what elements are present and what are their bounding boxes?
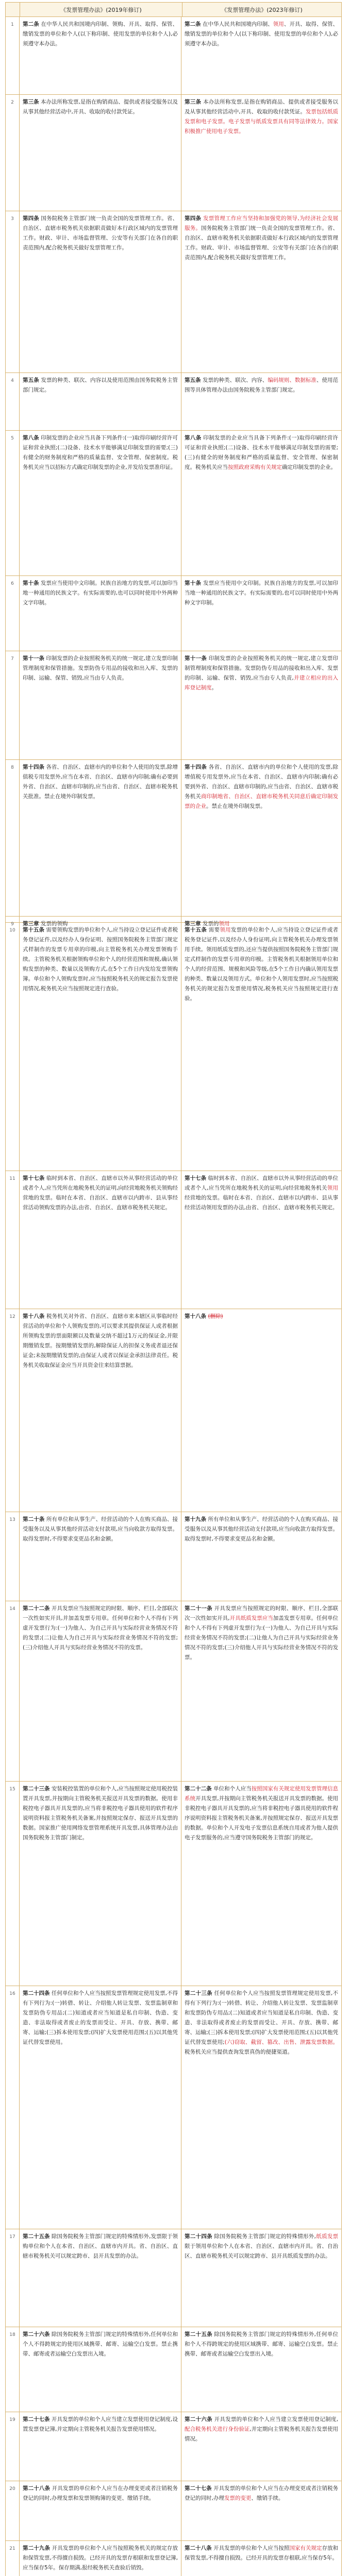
revised-text: 开具纸质发票应当 <box>229 1615 273 1621</box>
old-article-text: 发票应当使用中文印制。民族自治地方的发票,可以加印当地一种通用的民族文字。有实际需要的,也可以同时使用中外两种文字印制。 <box>23 580 178 606</box>
new-article-number: 第二十三条 <box>185 1990 212 1996</box>
row-number: 5 <box>6 431 20 575</box>
old-article-cell <box>20 651 181 759</box>
old-article-number: 第二十三条 <box>23 1786 50 1792</box>
new-article-number: 第五条 <box>185 377 201 383</box>
old-article-text: 开具发票的单位和个人应当建立发票使用登记制度,设置发票登记簿,并定期向主管税务机关报告发票使用情况。 <box>23 2416 178 2432</box>
new-article-text: 单位和个人应当按照国家有关规定使用发票管理信息系统开具发票,并按期向主管税务机关报送开具发票的数据。使用非税控电子器具开具发票的,应当将非税控电子器具使用的软件程序说明资料报主管税务机关备案,并按照规定保存、报送开具发票的数据。单位和个人开发电子发票信息系统自用或者为他人提供电子发票服务的,应当遵守国务院税务主管部门的规定。 <box>185 1786 339 1841</box>
new-article-number: 第四条 <box>185 215 202 222</box>
old-article-text: 在中华人民共和国境内印制、领购、开具、取得、保管、缴销发票的单位和个人(以下称印制、使用发票的单位和个人),必须遵守本办法。 <box>23 21 178 47</box>
new-article-number: 第二十二条 <box>185 1786 212 1792</box>
row-number: 3 <box>6 211 20 372</box>
new-article-text: 开具发票的单位和个人应当建立发票使用登记制度,配合税务机关进行身份验证,并定期向主管税务机关报告发票使用情况。 <box>185 2416 339 2442</box>
old-article-text: 所有单位和从事生产、经营活动的个人在购买商品、接受服务以及从事其他经营活动支付款项,应当向收款方取得发票。取得发票时,不得要求变更品名和金额。 <box>23 1516 178 1542</box>
old-article-cell <box>20 2481 181 2540</box>
new-article-cell <box>181 2327 341 2412</box>
table-row <box>6 1986 341 2229</box>
revised-text: 发票的变更 <box>224 2495 252 2501</box>
new-article-text: 发票管理工作应当坚持和加强党的领导,为经济社会发展服务。国务院税务主管部门统一负责全国的发票管理工作。省、自治区、直辖市税务机关依据职责做好本行政区域内的发票管理工作。财政、审计、市场监督管理、公安等有关部门在各自的职责范围内,配合税务机关做好发票管理工作。 <box>185 215 339 261</box>
revised-text: 领用 <box>220 927 231 933</box>
new-article-text: 各省、自治区、直辖市内的单位和个人使用的发票,除增值税专用发票外,应当在本省、自治区、直辖市内印制;确有必要到外省、自治区、直辖市印制的,应当由省、自治区、直辖市税务机关商印制地省、自治区、直辖市税务机关同意后确定印制发票的企业。禁止在境外印制发票。 <box>185 764 339 809</box>
new-article-number: 第二十八条 <box>185 2545 212 2551</box>
new-article-number: 第三章 <box>185 921 201 927</box>
new-article-text: 所有单位和从事生产、经营活动的个人在购买商品、接受服务以及从事其他经营活动支付款项,应当向收款方取得发票。取得发票时,不得要求变更品名和金额。 <box>185 1516 339 1542</box>
new-article-cell <box>181 1512 341 1601</box>
old-article-text: 除国务院税务主管部门规定的特殊情形外,发票限于领购单位和个人在本省、自治区、直辖市内开具。省、自治区、直辖市税务机关可以规定跨市、县开具发票的办法。 <box>23 2233 178 2259</box>
new-article-cell <box>181 923 341 1171</box>
old-article-number: 第二条 <box>23 21 39 27</box>
revised-text: 发票管理工作应当坚持和加强党的领导,为经济社会发展服务。 <box>185 215 339 231</box>
old-article-number: 第二十七条 <box>23 2416 50 2422</box>
old-article-text: 发票的领购 <box>40 921 68 927</box>
row-number: 11 <box>6 1171 20 1309</box>
old-article-number: 第十八条 <box>23 1313 45 1319</box>
old-article-cell <box>20 760 181 916</box>
old-article-number: 第四条 <box>23 215 39 222</box>
revised-text: 配合税务机关进行身份验证 <box>185 2426 250 2432</box>
new-article-cell <box>181 760 341 916</box>
revised-text: 发票包括纸质发票和电子发票。电子发票与纸质发票具有同等法律效力。国家积极推广使用电子发票。 <box>185 109 339 134</box>
new-article-cell <box>181 2541 341 2576</box>
new-article-cell <box>181 576 341 651</box>
table-row <box>6 2481 341 2541</box>
old-article-cell <box>20 431 181 575</box>
new-article-number: 第三条 <box>185 99 202 105</box>
old-article-text: 开具发票的单位和个人应当在办理变更或者注销税务登记的同时,办理发票和发票领购簿的变更、缴销手续。 <box>23 2485 178 2501</box>
old-article-cell <box>20 1782 181 1986</box>
old-article-cell <box>20 17 181 94</box>
new-article-number: 第十九条 <box>185 1516 207 1522</box>
old-article-text: 任何单位和个人应当按照发票管理规定使用发票,不得有下列行为:(一)转借、转让、介绍他人转让发票、发票监制章和发票防伪专用品;(二)知道或者应当知道是私自印制、伪造、变造、非法取得或者废止的发票而受让、开具、存放、携带、邮寄、运输;(三)拆本使用发票;(四)扩大发票使用范围;(五)以其他凭证代替发票使用。 <box>23 1990 178 2045</box>
revised-text: 国家有关规定 <box>289 2545 322 2551</box>
new-article-cell <box>181 431 341 575</box>
old-article-number: 第十七条 <box>23 1175 45 1181</box>
row-number: 7 <box>6 651 20 759</box>
new-article-cell <box>181 1782 341 1986</box>
new-article-number: 第八条 <box>185 435 202 441</box>
old-article-cell <box>20 1986 181 2229</box>
table-body <box>6 17 341 2576</box>
table-row <box>6 1782 341 1986</box>
old-article-number: 第三条 <box>23 99 39 105</box>
new-article-text: 在中华人民共和国境内印制、领用、开具、取得、保管、缴销发票的单位和个人(以下称印制、使用发票的单位和个人),必须遵守本办法。 <box>185 21 339 47</box>
table-row <box>6 373 341 431</box>
new-article-cell <box>181 1601 341 1781</box>
old-article-number: 第三章 <box>23 921 39 927</box>
old-article-number: 第十条 <box>23 580 39 586</box>
old-article-number: 第二十二条 <box>23 1605 50 1612</box>
row-number: 1 <box>6 17 20 94</box>
row-number: 14 <box>6 1601 20 1781</box>
table-row <box>6 431 341 576</box>
new-article-number: 第二十一条 <box>185 1605 212 1612</box>
new-article-text: 发票应当使用中文印制。民族自治地方的发票,可以加印当地一种通用的民族文字。有实际需要的,也可以同时使用中外两种文字印制。 <box>185 580 339 606</box>
table-row <box>6 2229 341 2327</box>
new-article-text: 发票的领用 <box>202 921 230 927</box>
new-article-cell <box>181 95 341 211</box>
table-row <box>6 760 341 917</box>
table-row <box>6 923 341 1171</box>
table-row <box>6 1601 341 1782</box>
new-article-text: 印制发票的企业按照税务机关的统一规定,建立发票印制管理制度和保管措施。发票防伪专用品的接收和出入库、发票的印制、运输、保管、销毁,应当由专人负责,并建立相应的出入库登记制度。 <box>185 655 339 691</box>
new-article-number: 第十一条 <box>185 655 207 662</box>
old-article-cell <box>20 1309 181 1512</box>
new-article-text: 开具发票应当按照规定的时限、顺序、栏目,全部联次一次性如实开具,开具纸质发票应当加盖发票专用章。任何单位和个人不得有下列虚开发票行为:(一)为他人、为自己开具与实际经营业务情况不符的发票;(二)让他人为自己开具与实际经营业务情况不符的发票;(三)介绍他人开具与实际经营业务情况不符的发票。 <box>185 1605 339 1660</box>
row-number: 17 <box>6 2229 20 2327</box>
new-article-cell <box>181 917 341 927</box>
revised-text: 纸质发票 <box>315 2233 339 2240</box>
table-row <box>6 651 341 760</box>
table-row <box>6 17 341 95</box>
new-article-text: 任何单位和个人应当按照发票管理规定使用发票,不得有下列行为:(一)转借、转让、介绍他人转让发票、发票监制章和发票防伪专用品;(二)知道或者应当知道是私自印制、伪造、变造、非法取得或者废止的发票而受让、开具、存放、携带、邮寄、运输;(三)拆本使用发票;(四)扩大发票使用范围;(五)以其他凭证代替发票使用;(六)窃取、截留、篡改、出售、泄露发票数据。税务机关应当提供查询发票真伪的便捷渠道。 <box>185 1990 339 2055</box>
old-article-number: 第二十九条 <box>23 2545 51 2551</box>
new-article-text: (删除) <box>208 1313 223 1319</box>
new-article-number: 第十条 <box>185 580 202 586</box>
row-number: 19 <box>6 2412 20 2481</box>
row-number: 13 <box>6 1512 20 1601</box>
table-row <box>6 2327 341 2412</box>
revised-text: 领用 <box>273 21 284 27</box>
new-article-number: 第十八条 <box>185 1313 206 1319</box>
row-number: 18 <box>6 2327 20 2412</box>
old-article-text: 国务院税务主管部门统一负责全国的发票管理工作。省、自治区、直辖市税务机关依据职责做好本行政区域内的发票管理工作。财政、审计、市场监督管理、公安等有关部门在各自的职责范围内,配合税务机关做好发票管理工作。 <box>23 215 178 251</box>
old-article-text: 印制发票的企业按照税务机关的统一规定,建立发票印制管理制度和保管措施。发票防伪专用品的接收和出入库、发票的印制、运输、保管、销毁,应当由专人负责。 <box>23 655 178 681</box>
old-article-cell <box>20 373 181 430</box>
table-row <box>6 211 341 373</box>
new-article-cell <box>181 1171 341 1309</box>
table-row <box>6 2541 341 2576</box>
row-number: 2 <box>6 95 20 211</box>
old-article-cell <box>20 2412 181 2481</box>
row-number: 20 <box>6 2481 20 2540</box>
table-row <box>6 2412 341 2481</box>
revised-text: (六)窃取、截留、篡改、出售、泄露发票数据。 <box>224 2039 338 2045</box>
old-article-number: 第十四条 <box>23 764 45 770</box>
old-article-cell <box>20 95 181 211</box>
new-article-number: 第十五条 <box>185 927 207 933</box>
old-article-number: 第二十四条 <box>23 1990 50 1996</box>
header-num-cell <box>6 3 20 16</box>
new-article-cell <box>181 2229 341 2327</box>
row-number: 15 <box>6 1782 20 1986</box>
new-article-cell <box>181 651 341 759</box>
header-new-version: 《发票管理办法》(2023年修订) <box>221 6 303 13</box>
table-header <box>6 3 341 17</box>
revised-text: 领用 <box>219 921 230 927</box>
new-article-number: 第二十四条 <box>185 2233 212 2240</box>
revised-text: 按照国家有关规定使用发票管理信息系统 <box>185 1786 339 1802</box>
new-article-number: 第二条 <box>185 21 201 27</box>
old-article-cell <box>20 917 181 927</box>
row-number: 4 <box>6 373 20 430</box>
new-article-cell <box>181 373 341 430</box>
old-article-number: 第十一条 <box>23 655 45 662</box>
old-article-number: 第二十条 <box>23 1516 45 1522</box>
comparison-table <box>5 2 342 2576</box>
row-number: 21 <box>6 2541 20 2576</box>
new-article-cell <box>181 1986 341 2229</box>
old-article-number: 第二十五条 <box>23 2233 50 2240</box>
old-article-text: 临时到本省、自治区、直辖市以外从事经营活动的单位或者个人,应当凭所在地税务机关的证明,向经营地税务机关领购经营地的发票。临时在本省、自治区、直辖市以内跨市、县从事经营活动领购发票的办法,由省、自治区、直辖市税务机关规定。 <box>23 1175 178 1211</box>
revised-text: 领用 <box>327 1185 338 1191</box>
table-row <box>6 1309 341 1512</box>
new-article-text: 发票的种类、联次、内容、编码规则、数据标准、使用范围等具体管理办法由国务院税务主管部门规定。 <box>185 377 339 393</box>
row-number: 6 <box>6 576 20 651</box>
new-article-cell <box>181 17 341 94</box>
new-article-cell <box>181 211 341 372</box>
new-article-text: 印制发票的企业应当具备下列条件:(一)取得印刷经营许可证和营业执照;(二)设备、技术水平能够满足印制发票的需要;(三)有健全的财务制度和严格的质量监督、安全管理、保密制度。税务机关应当按照政府采购有关规定确定印制发票的企业。 <box>185 435 339 470</box>
row-number: 8 <box>6 760 20 916</box>
old-article-text: 税务机关对外省、自治区、直辖市来本辖区从事临时经营活动的单位和个人领购发票的,可以要求其提供保证人或者根据所领购发票的票面限额以及数量交纳不超过1万元的保证金,并限期缴销发票。按期缴销发票的,解除保证人的担保义务或者退还保证金;未按期缴销发票的,由保证人或者以保证金承担法律责任。税务机关收取保证金应当开具资金往来结算票据。 <box>23 1313 178 1368</box>
old-article-cell <box>20 1512 181 1601</box>
old-article-text: 安装税控装置的单位和个人,应当按照规定使用税控装置开具发票,并按期向主管税务机关报送开具发票的数据。使用非税控电子器具开具发票的,应当将非税控电子器具使用的软件程序说明资料报主管税务机关备案,并按照规定保存、报送开具发票的数据。国家推广使用网络发票管理系统开具发票,具体管理办法由国务院税务主管部门制定。 <box>23 1786 178 1841</box>
revised-text: 商印制地省、自治区、直辖市税务机关同意后确定印制发票的企业 <box>185 793 339 809</box>
new-article-number: 第十四条 <box>185 764 207 770</box>
new-article-text: 本办法所称发票,是指在购销商品、提供或者接受服务以及从事其他经营活动中,开具、收取的收付款凭证。发票包括纸质发票和电子发票。电子发票与纸质发票具有同等法律效力。国家积极推广使用电子发票。 <box>185 99 339 134</box>
old-article-number: 第二十六条 <box>23 2331 50 2337</box>
row-number: 16 <box>6 1986 20 2229</box>
new-article-cell <box>181 2481 341 2540</box>
new-article-cell <box>181 1309 341 1512</box>
old-article-text: 开具发票应当按照规定的时限、顺序、栏目,全部联次一次性如实开具,并加盖发票专用章。任何单位和个人不得有下列虚开发票行为:(一)为他人、为自己开具与实际经营业务情况不符的发票;(二)让他人为自己开具与实际经营业务情况不符的发票;(三)介绍他人开具与实际经营业务情况不符的发票。 <box>23 1605 178 1651</box>
table-row <box>6 95 341 211</box>
old-article-cell <box>20 2327 181 2412</box>
old-article-text: 各省、自治区、直辖市内的单位和个人使用的发票,除增值税专用发票外,应当在本省、自治区、直辖市内印制;确有必要到外省、自治区、直辖市印制的,应当由省、自治区、直辖市税务机关批准。禁止在境外印制发票。 <box>23 764 178 800</box>
new-article-text: 开具发票的单位和个人应当按照国家有关规定存放和保管发票,不得擅自损毁。已经开具的发票存根联,应当保存5年。 <box>185 2545 339 2561</box>
row-number: 10 <box>6 923 20 1171</box>
old-article-text: 除国务院税务主管部门规定的特殊情形外,任何单位和个人不得跨规定的使用区域携带、邮寄、运输空白发票。禁止携带、邮寄或者运输空白发票出入境。 <box>23 2331 178 2357</box>
new-article-cell <box>181 2412 341 2481</box>
old-article-number: 第五条 <box>23 377 39 383</box>
new-article-text: 除国务院税务主管部门规定的特殊情形外,纸质发票限于领用单位和个人在本省、自治区、直辖市内开具。省、自治区、直辖市税务机关可以规定跨市、县开具纸质发票的办法。 <box>185 2233 339 2259</box>
table-row <box>6 1512 341 1601</box>
new-article-number: 第二十六条 <box>185 2416 212 2422</box>
row-number: 9 <box>6 917 20 922</box>
old-article-cell <box>20 1601 181 1781</box>
old-article-number: 第十五条 <box>23 927 45 933</box>
revised-text: 编码规则、数据标准 <box>268 377 317 383</box>
new-article-text: 除国务院税务主管部门规定的特殊情形外,任何单位和个人不得跨规定的使用区域携带、邮寄、运输空白发票。禁止携带、邮寄或者运输空白发票出入境。 <box>185 2331 339 2357</box>
old-article-text: 印制发票的企业应当具备下列条件:(一)取得印刷经营许可证和营业执照;(二)设备、技术水平能够满足印制发票的需要;(三)有健全的财务制度和严格的质量监督、安全管理、保密制度。税务机关应当以招标方式确定印制发票的企业,并发给发票准印证。 <box>23 435 178 470</box>
old-article-cell <box>20 2229 181 2327</box>
table-row <box>6 917 341 927</box>
new-article-number: 第二十五条 <box>185 2331 212 2337</box>
revised-text: 并建立相应的出入库登记制度 <box>185 675 338 691</box>
new-article-text: 开具发票的单位和个人应当在办理变更或者注销税务登记的同时,办理发票的变更、缴销手续。 <box>185 2485 339 2501</box>
header-old-version: 《发票管理办法》(2019年修订) <box>20 3 182 16</box>
old-article-cell <box>20 2541 181 2576</box>
old-article-text: 需要领购发票的单位和个人,应当持设立登记证件或者税务登记证件,以及经办人身份证明、按照国务院税务主管部门规定式样制作的发票专用章的印模,向主管税务机关办理发票领购手续。主管税务机关根据领购单位和个人的经营范围和规模,确认领购发票的种类、数量以及领购方式,在5个工作日内发给发票领购簿。单位和个人领购发票时,应当按照税务机关的规定报告发票使用情况,税务机关应当按照规定进行查验。 <box>23 927 178 992</box>
old-article-cell <box>20 211 181 372</box>
revised-text: 按照政府采购有关规定 <box>228 464 282 470</box>
table-row <box>6 576 341 651</box>
new-article-text: 临时到本省、自治区、直辖市以外从事经营活动的单位或者个人,应当凭所在地税务机关的证明,向经营地税务机关领用经营地的发票。临时在本省、自治区、直辖市以内跨市、县从事经营活动领用发票的办法,由省、自治区、直辖市税务机关规定。 <box>185 1175 339 1211</box>
new-article-number: 第二十七条 <box>185 2485 212 2492</box>
new-article-text: 需要领用发票的单位和个人,应当持设立登记证件或者税务登记证件,以及经办人身份证明,向主管税务机关办理发票领用手续。领用纸质发票的,还应当提供按照国务院税务主管部门规定式样制作的发票专用章的印模。主管税务机关根据领用单位和个人的经营范围、规模和风险等级,在5个工作日内确认领用发票的种类、数量以及领用方式。单位和个人领用发票时,应当按照税务机关的规定报告发票使用情况,税务机关应当按照规定进行查验。 <box>185 927 339 1002</box>
row-number: 12 <box>6 1309 20 1512</box>
old-article-text: 本办法所称发票,是指在购销商品、提供或者接受服务以及从事其他经营活动中,开具、收取的收付款凭证。 <box>23 99 178 115</box>
old-article-cell <box>20 1171 181 1309</box>
old-article-cell <box>20 576 181 651</box>
old-article-number: 第二十八条 <box>23 2485 51 2492</box>
new-article-number: 第十七条 <box>185 1175 207 1181</box>
old-article-text: 发票的种类、联次、内容以及使用范围由国务院税务主管部门规定。 <box>23 377 178 393</box>
table-row <box>6 1171 341 1309</box>
old-article-text: 开具发票的单位和个人应当按照税务机关的规定存放和保管发票,不得擅自损毁。已经开具的发票存根联和发票登记簿,应当保存5年。保存期满,报经税务机关查验后销毁。 <box>23 2545 178 2571</box>
old-article-cell <box>20 923 181 1171</box>
old-article-number: 第八条 <box>23 435 39 441</box>
